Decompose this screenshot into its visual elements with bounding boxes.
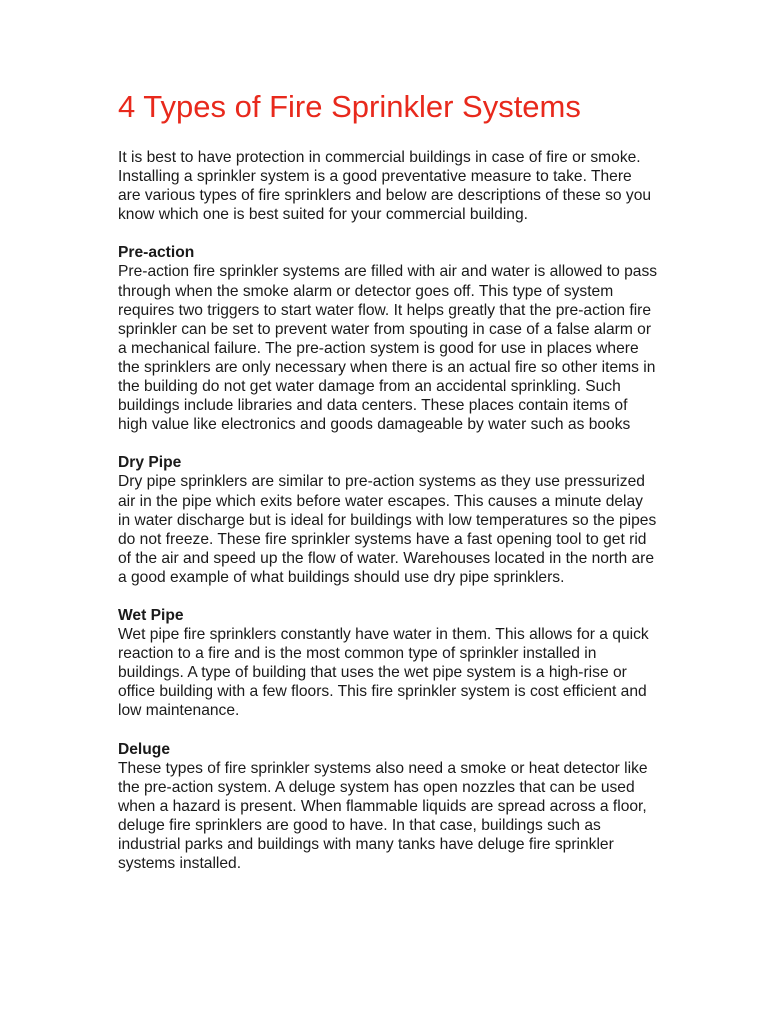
section-heading: Dry Pipe [118, 454, 182, 472]
section-body: These types of fire sprinkler systems also need a smoke or heat detector like the pre-action system. A deluge system has open nozzles that can be used when a hazard is present. When flammable liquids are spread across a floor, deluge fire sprinklers are good to have. In that case, buildings such as industrial parks and buildings with many tanks have deluge fire sprinkler systems installed. [118, 759, 648, 873]
section-heading: Wet Pipe [118, 606, 184, 624]
document-title: 4 Types of Fire Sprinkler Systems [118, 89, 581, 124]
section-body: Wet pipe fire sprinklers constantly have water in them. This allows for a quick reaction to a fire and is the most common type of sprinkler installed in buildings. A type of building that uses the wet pipe system is a high-rise or office building with a few floors. This fire sprinkler system is cost efficient and low maintenance. [118, 626, 649, 720]
section-heading: Deluge [118, 740, 170, 758]
section-heading: Pre-action [118, 244, 195, 262]
section-dry-pipe [118, 453, 658, 587]
intro-paragraph: It is best to have protection in commercial buildings in case of fire or smoke. Installing a sprinkler system is a good preventative measure to take. There are various types of fire sprinklers and below are descriptions of these so you know which one is best suited for your commercial building. [118, 149, 652, 224]
section-pre-action [118, 243, 658, 434]
section-body: Pre-action fire sprinkler systems are filled with air and water is allowed to pass through when the smoke alarm or detector goes off. This type of system requires two triggers to start water flow. It helps greatly that the pre-action fire sprinkler can be set to prevent water from spouting in case of a false alarm or a mechanical failure. The pre-action system is good for use in places where the sprinklers are only necessary when there is an actual fire so other items in the building do not get water damage from an accidental sprinkling. Such buildings include libraries and data centers. These places contain items of high value like electronics and goods damageable by water such as books [118, 263, 658, 434]
section-deluge [118, 740, 658, 874]
section-wet-pipe [118, 606, 658, 721]
section-body: Dry pipe sprinklers are similar to pre-action systems as they use pressurized air in the pipe which exits before water escapes. This causes a minute delay in water discharge but is ideal for buildings with low temperatures so the pipes do not freeze. These fire sprinkler systems have a fast opening tool to get rid of the air and speed up the flow of water. Warehouses located in the north are a good example of what buildings should use dry pipe sprinklers. [118, 473, 657, 586]
document-content [118, 86, 658, 873]
